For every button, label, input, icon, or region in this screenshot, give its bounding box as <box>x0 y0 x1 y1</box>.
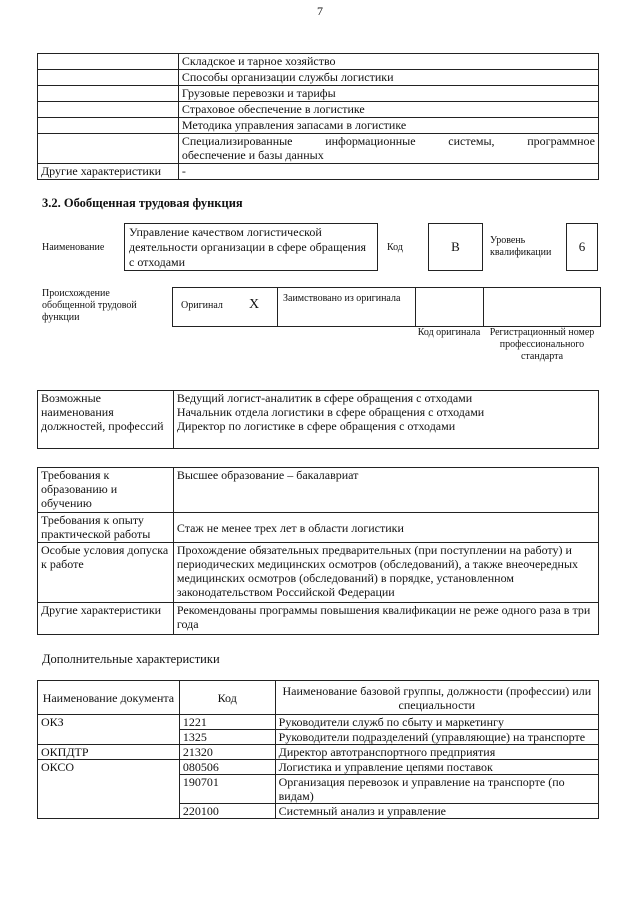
admission-label: Особые условия допуска к работе <box>38 543 174 603</box>
name-cell: Руководители подразделений (управляющие) на транспорте <box>275 730 598 745</box>
knowledge-item: Способы организации службы логистики <box>178 70 598 86</box>
additional-table <box>37 680 599 819</box>
page-number: 7 <box>317 4 323 18</box>
spec-line-1: Специализированные информационные системы, программное <box>181 134 595 148</box>
code-cell: 220100 <box>179 804 275 819</box>
reg-number-caption: Регистрационный номер профессионального стандарта <box>489 327 595 362</box>
other-label: Другие характеристики <box>38 603 174 635</box>
table-row <box>38 745 599 760</box>
doc-cell: ОКСО <box>38 760 180 819</box>
code-label: Код <box>387 242 403 253</box>
position-item: Начальник отдела логистики в сфере обращения с отходами <box>176 405 485 419</box>
code-original-caption: Код оригинала <box>417 327 481 338</box>
other-characteristics-label: Другие характеристики <box>38 164 179 180</box>
code-cell: 080506 <box>179 760 275 775</box>
code-cell: 21320 <box>179 745 275 760</box>
education-value: Высшее образование – бакалавриат <box>173 468 598 513</box>
code-cell: 1325 <box>179 730 275 745</box>
code-cell: 190701 <box>179 775 275 804</box>
positions-list <box>173 391 598 449</box>
borrowed-label: Заимствовано из оригинала <box>283 293 401 304</box>
function-name: Управление качеством логистической деятельности организации в сфере обращения с отходами <box>124 223 378 271</box>
header-document: Наименование документа <box>38 681 180 715</box>
knowledge-item <box>178 134 598 164</box>
positions-label: Возможные наименования должностей, профессий <box>38 391 174 449</box>
previous-table <box>37 53 599 180</box>
divider <box>483 288 484 326</box>
requirements-table <box>37 467 599 635</box>
knowledge-item: Методика управления запасами в логистике <box>178 118 598 134</box>
name-cell: Системный анализ и управление <box>275 804 598 819</box>
level-label: Уровень квалификации <box>490 235 552 258</box>
divider <box>415 288 416 326</box>
function-code: B <box>428 223 483 271</box>
origin-label: Происхождение обобщенной трудовой функции <box>42 288 137 323</box>
positions-table <box>37 390 599 449</box>
knowledge-item: Грузовые перевозки и тарифы <box>178 86 598 102</box>
name-cell: Организация перевозок и управление на транспорте (по видам) <box>275 775 598 804</box>
knowledge-item: Страховое обеспечение в логистике <box>178 102 598 118</box>
additional-title: Дополнительные характеристики <box>42 652 220 666</box>
header-code: Код <box>179 681 275 715</box>
experience-label: Требования к опыту практической работы <box>38 513 174 543</box>
header-name: Наименование базовой группы, должности (профессии) или специальности <box>275 681 598 715</box>
name-cell: Директор автотранспортного предприятия <box>275 745 598 760</box>
position-item: Ведущий логист-аналитик в сфере обращения с отходами <box>176 391 473 405</box>
name-cell: Руководители служб по сбыту и маркетингу <box>275 715 598 730</box>
name-cell: Логистика и управление цепями поставок <box>275 760 598 775</box>
spec-line-2: обеспечение и базы данных <box>181 148 324 162</box>
other-characteristics-value: - <box>178 164 598 180</box>
table-row <box>38 715 599 730</box>
origin-table <box>172 287 601 327</box>
code-cell: 1221 <box>179 715 275 730</box>
table-row <box>38 760 599 775</box>
original-label: Оригинал <box>181 300 223 311</box>
original-mark: X <box>249 297 260 312</box>
knowledge-item: Складское и тарное хозяйство <box>178 54 598 70</box>
qualification-level: 6 <box>566 223 598 271</box>
admission-value: Прохождение обязательных предварительных (при поступлении на работу) и периодических медицинских осмотров (обследований), а также внеочередных медицинских осмотров (обследований) в порядке, установленном законодательством Российской Федерации <box>173 543 598 603</box>
name-label: Наименование <box>42 242 105 253</box>
experience-value: Стаж не менее трех лет в области логистики <box>173 513 598 543</box>
education-label: Требования к образованию и обучению <box>38 468 174 513</box>
doc-cell: ОКПДТР <box>38 745 180 760</box>
position-item: Директор по логистике в сфере обращения с отходами <box>176 419 456 433</box>
doc-cell: ОКЗ <box>38 715 180 745</box>
section-title: 3.2. Обобщенная трудовая функция <box>42 196 243 210</box>
divider <box>277 288 278 326</box>
other-value: Рекомендованы программы повышения квалификации не реже одного раза в три года <box>173 603 598 635</box>
